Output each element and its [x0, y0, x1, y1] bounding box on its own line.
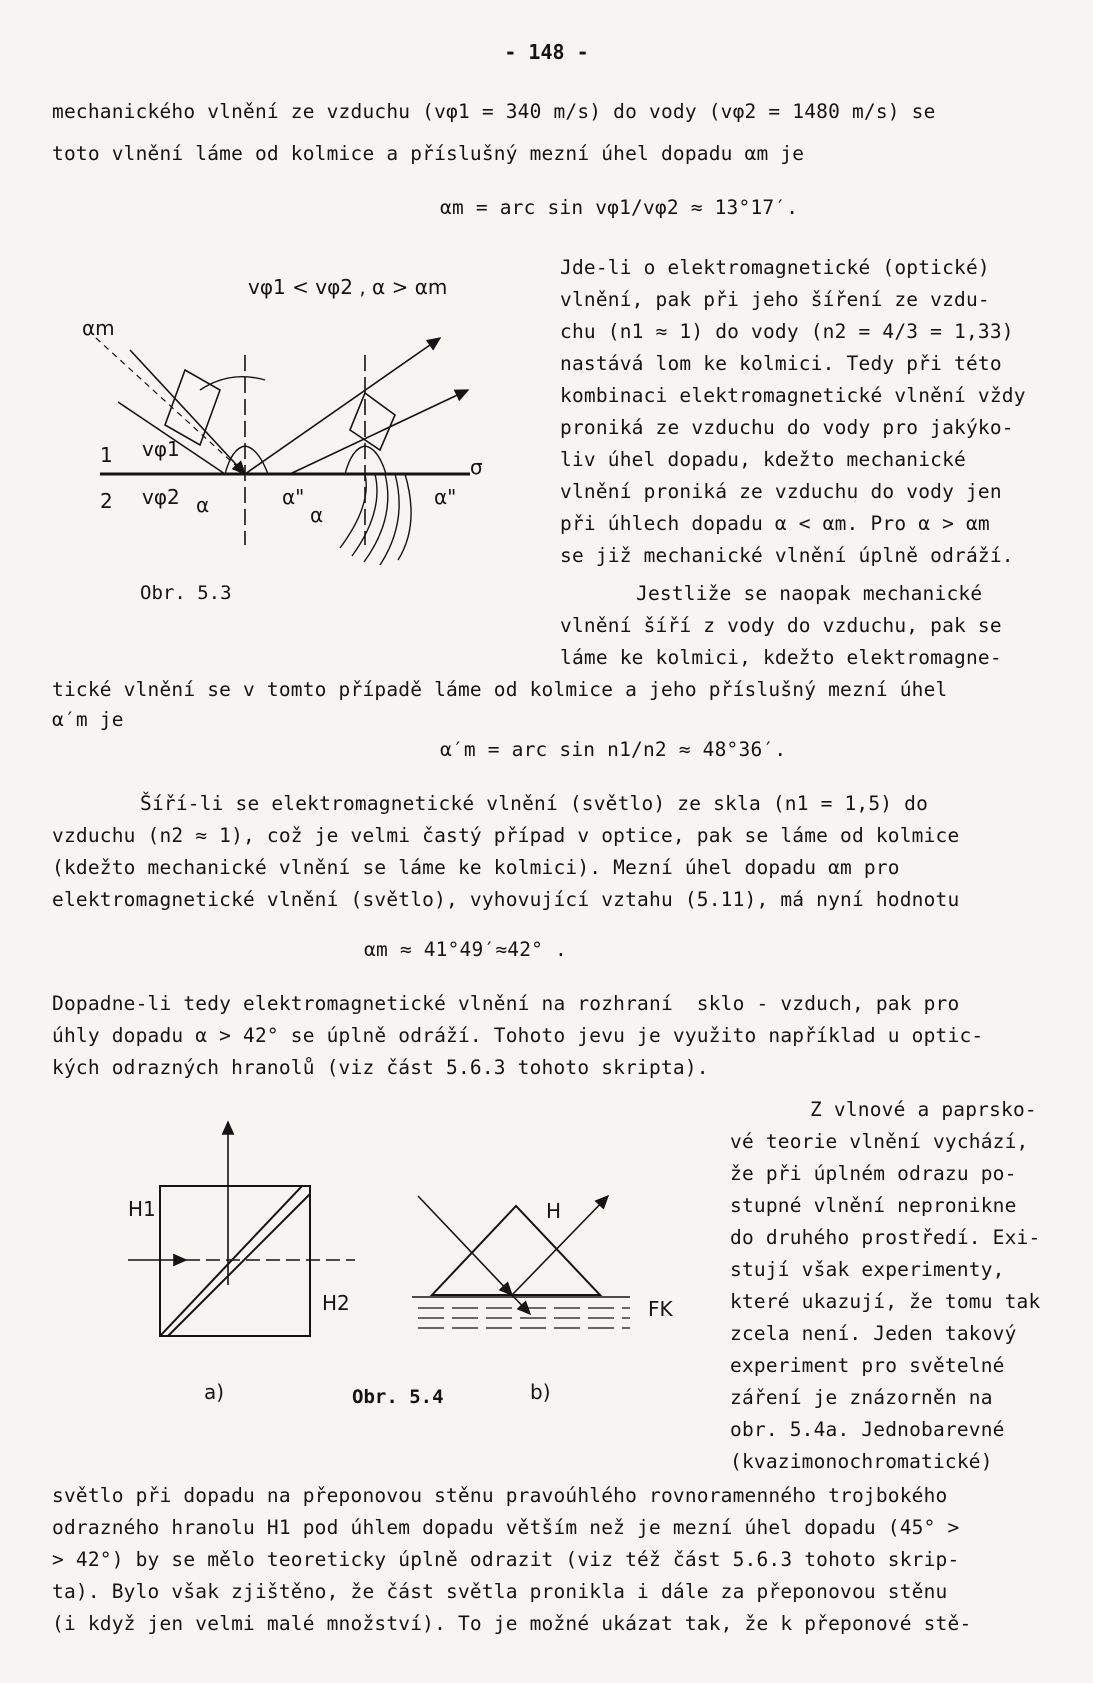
text-line: elektromagnetické vlnění (světlo), vyhovující vztahu (5.11), má nyní hodnotu: [52, 888, 960, 911]
text-line: které ukazují, že tomu tak: [730, 1290, 1041, 1313]
text-line: odrazného hranolu H1 pod úhlem dopadu větším než je mezní úhel dopadu (45° >: [52, 1516, 960, 1539]
text-line: mechanického vlnění ze vzduchu (vφ1 = 340 m/s) do vody (vφ2 = 1480 m/s) se: [52, 100, 936, 123]
v2-label: vφ2: [142, 485, 180, 509]
figure-caption-5-3: Obr. 5.3: [140, 582, 232, 604]
text-line: α′m je: [52, 708, 124, 731]
text-line: láme ke kolmici, kdežto elektromagne-: [560, 646, 1002, 669]
text-line: (kvazimonochromatické): [730, 1450, 993, 1473]
text-line: vlnění proniká ze vzduchu do vody jen: [560, 480, 1002, 503]
text-line: že při úplném odrazu po-: [730, 1162, 1017, 1185]
formula: αm = arc sin vφ1/vφ2 ≈ 13°17′.: [440, 196, 799, 219]
incident-ray: [418, 1196, 512, 1295]
fig53-condition: vφ1 < vφ2 , α > αm: [248, 275, 448, 299]
text-line: vlnění šíří z vody do vzduchu, pak se: [560, 614, 1002, 637]
text-line: Z vlnové a paprsko-: [810, 1098, 1037, 1121]
medium-1-label: 1: [100, 443, 113, 467]
text-line: ta). Bylo však zjištěno, že část světla pronikla i dále za přeponovou stěnu: [52, 1580, 948, 1603]
h1-label: H1: [128, 1197, 156, 1221]
text-line: záření je znázorněn na: [730, 1386, 993, 1409]
medium-2-label: 2: [100, 489, 113, 513]
text-line: Dopadne-li tedy elektromagnetické vlnění na rozhraní sklo - vzduch, pak pro: [52, 992, 960, 1015]
alpha-label: α: [310, 503, 324, 527]
alpha-dd-label: α": [282, 485, 305, 509]
formula: αm ≈ 41°49′≈42° .: [364, 938, 567, 961]
text-line: (i když jen velmi malé množství). To je možné ukázat tak, že k přeponové stě-: [52, 1612, 972, 1635]
text-line: vé teorie vlnění vychází,: [730, 1130, 1029, 1153]
text-line: (kdežto mechanické vlnění se láme ke kolmici). Mezní úhel dopadu αm pro: [52, 856, 900, 879]
text-line: Jde-li o elektromagnetické (optické): [560, 256, 990, 279]
subfigure-a-label: a): [204, 1380, 225, 1404]
text-line: se již mechanické vlnění úplně odráží.: [560, 544, 1014, 567]
text-line: obr. 5.4a. Jednobarevné: [730, 1418, 1005, 1441]
text-line: Jestliže se naopak mechanické: [636, 582, 983, 605]
text-line: stupné vlnění nepronikne: [730, 1194, 1017, 1217]
prism-hypotenuse: [168, 1194, 310, 1336]
formula: α′m = arc sin n1/n2 ≈ 48°36′.: [440, 738, 787, 761]
figure-caption-5-4: Obr. 5.4: [352, 1386, 444, 1408]
text-line: tické vlnění se v tomto případě láme od kolmice a jeho příslušný mezní úhel: [52, 678, 948, 701]
text-line: experiment pro světelné: [730, 1354, 1005, 1377]
text-line: stují však experimenty,: [730, 1258, 1005, 1281]
subfigure-b-label: b): [530, 1380, 551, 1404]
text-line: toto vlnění láme od kolmice a příslušný mezní úhel dopadu αm je: [52, 142, 805, 165]
text-line: při úhlech dopadu α < αm. Pro α > αm: [560, 512, 990, 535]
alpha-m-label: αm: [82, 316, 115, 340]
text-line: kombinaci elektromagnetické vlnění vždy: [560, 384, 1026, 407]
alpha-dd-label: α": [434, 485, 457, 509]
sigma-label: σ: [470, 455, 483, 479]
text-line: Šíří-li se elektromagnetické vlnění (světlo) ze skla (n1 = 1,5) do: [140, 792, 929, 815]
page-number: - 148 -: [504, 40, 589, 64]
text-line: liv úhel dopadu, kdežto mechanické: [560, 448, 966, 471]
v1-label: vφ1: [142, 437, 180, 461]
text-line: vzduchu (n2 ≈ 1), což je velmi častý případ v optice, pak se láme od kolmice: [52, 824, 960, 847]
text-line: kých odrazných hranolů (viz část 5.6.3 tohoto skripta).: [52, 1056, 709, 1079]
h-label: H: [546, 1199, 562, 1223]
text-line: světlo při dopadu na přeponovou stěnu pravoúhlého rovnoramenného trojbokého: [52, 1484, 948, 1507]
text-line: do druhého prostředí. Exi-: [730, 1226, 1041, 1249]
text-line: chu (n1 ≈ 1) do vody (n2 = 4/3 = 1,33): [560, 320, 1014, 343]
fk-label: FK: [648, 1297, 673, 1321]
text-line: nastává lom ke kolmici. Tedy při této: [560, 352, 1002, 375]
text-line: zcela není. Jeden takový: [730, 1322, 1017, 1345]
h2-label: H2: [322, 1291, 350, 1315]
prism-triangle: [432, 1206, 600, 1295]
alpha-label: α: [196, 493, 210, 517]
text-line: > 42°) by se mělo teoreticky úplně odrazit (viz též část 5.6.3 tohoto skrip-: [52, 1548, 960, 1571]
text-line: vlnění, pak při jeho šíření ze vzdu-: [560, 288, 990, 311]
text-line: proniká ze vzduchu do vody pro jakýko-: [560, 416, 1014, 439]
prism-hypotenuse: [160, 1186, 302, 1336]
text-line: úhly dopadu α > 42° se úplně odráží. Tohoto jevu je využito například u optic-: [52, 1024, 984, 1047]
evanescent-ray: [512, 1295, 530, 1314]
